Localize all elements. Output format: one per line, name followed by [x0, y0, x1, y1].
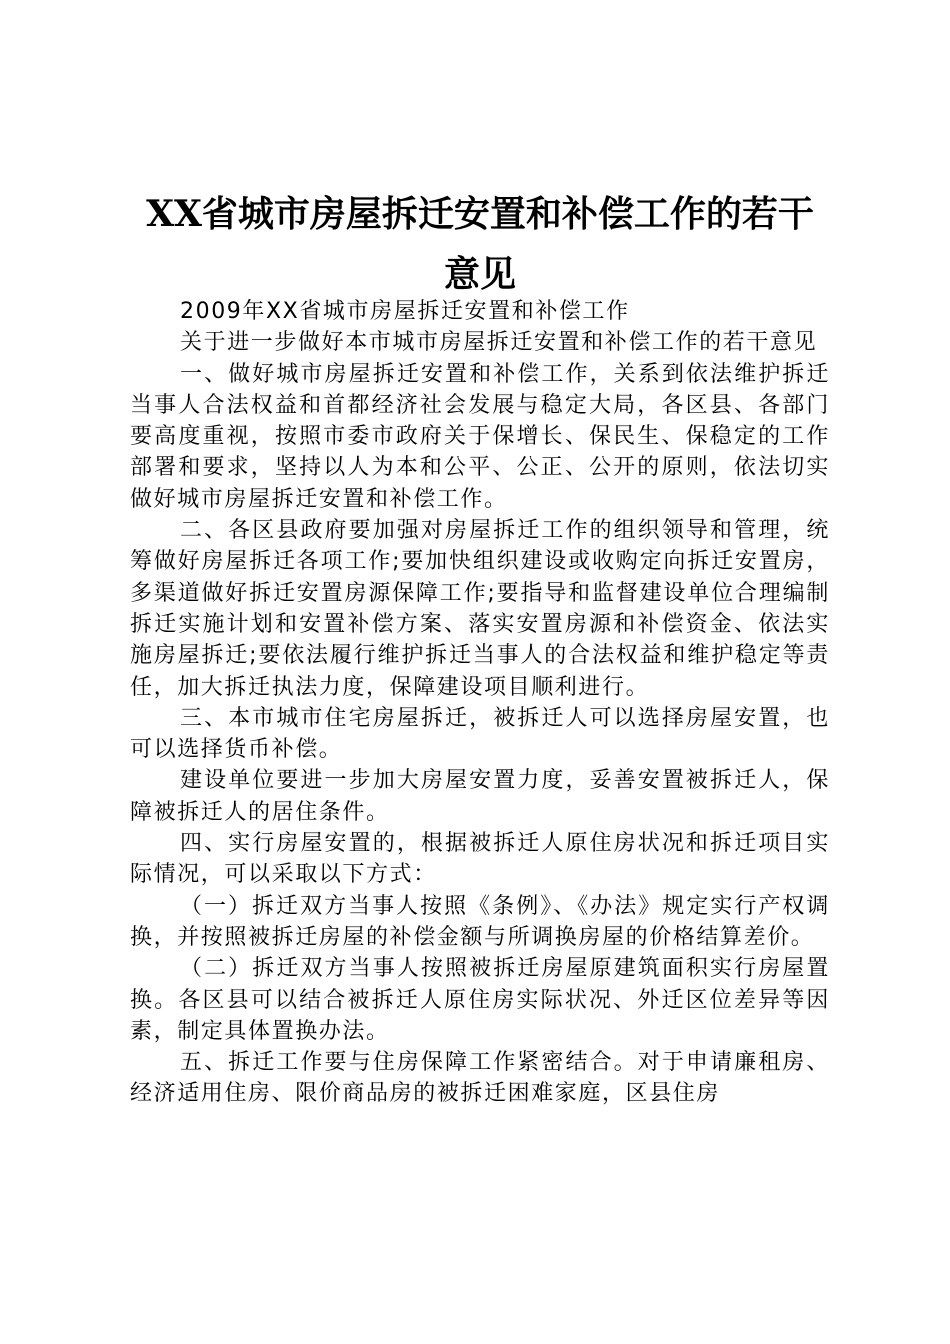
paragraph-subtitle: 2009年XX省城市房屋拆迁安置和补偿工作: [180, 299, 630, 324]
paragraph-item-3-detail: 建设单位要进一步加大房屋安置力度，妥善安置被拆迁人，保障被拆迁人的居住条件。: [130, 768, 830, 825]
document-title: XX省城市房屋拆迁安置和补偿工作的若干意见: [146, 193, 814, 295]
paragraph-heading: 关于进一步做好本市城市房屋拆迁安置和补偿工作的若干意见: [180, 330, 818, 356]
paragraph-item-3: 三、本市城市住宅房屋拆迁，被拆迁人可以选择房屋安置，也可以选择货币补偿。: [130, 705, 830, 763]
paragraph-item-2: 二、各区县政府要加强对房屋拆迁工作的组织领导和管理，统筹做好房屋拆迁各项工作;要加快组织建设或收购定向拆迁安置房，多渠道做好拆迁安置房源保障工作;要指导和监督建设单位合理编制拆迁实施计划和安置补偿方案、落实安置房源和补偿资金、依法实施房屋拆迁;要依法履行维护拆迁当事人的合法权益和维护稳定等责任，加大拆迁执法力度，保障建设项目顺利进行。: [130, 518, 830, 700]
document-body: [130, 296, 830, 1110]
paragraph-item-1: 一、做好城市房屋拆迁安置和补偿工作，关系到依法维护拆迁当事人合法权益和首都经济社会发展与稳定大局，各区县、各部门要高度重视，按照市委市政府关于保增长、保民生、保稳定的工作部署和要求，坚持以人为本和公平、公正、公开的原则，依法切实做好城市房屋拆迁安置和补偿工作。: [130, 361, 830, 512]
paragraph-item-5: 五、拆迁工作要与住房保障工作紧密结合。对于申请廉租房、经济适用住房、限价商品房的被拆迁困难家庭，区县住房: [130, 1050, 830, 1107]
paragraph-item-4-sub-2: （二）拆迁双方当事人按照被拆迁房屋原建筑面积实行房屋置换。各区县可以结合被拆迁人原住房实际状况、外迁区位差异等因素，制定具体置换办法。: [130, 956, 830, 1044]
paragraph-item-4-sub-1: （一）拆迁双方当事人按照《条例》、《办法》规定实行产权调换，并按照被拆迁房屋的补偿金额与所调换房屋的价格结算差价。: [130, 893, 830, 950]
paragraph-item-4: 四、实行房屋安置的，根据被拆迁人原住房状况和拆迁项目实际情况，可以采取以下方式：: [130, 831, 830, 888]
